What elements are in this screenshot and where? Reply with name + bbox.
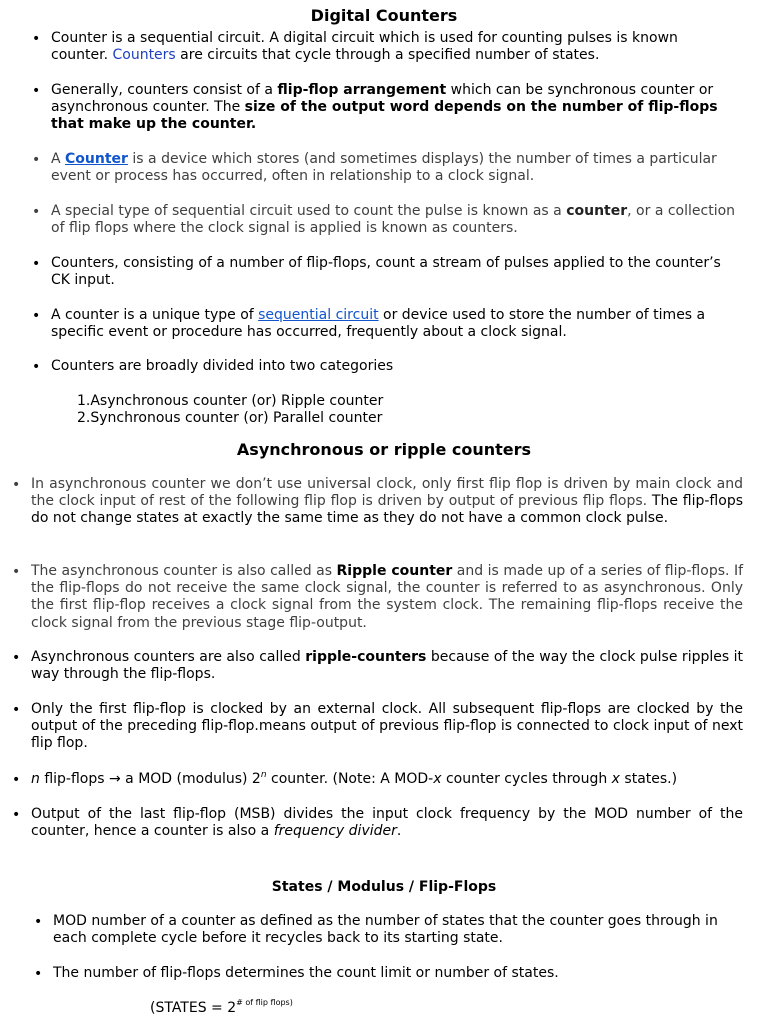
text: The asynchronous counter is also called as [31,563,337,579]
text: Output of the last flip-flop (MSB) divides the input clock frequency by the MOD number of the counter, hence a counter is also a [31,806,743,840]
bold-term: ripple-counters [305,649,427,665]
bold-term: counter [566,203,628,219]
text: The flip-flops do not change states at exactly the same time as they do not have a common clock pulse. [31,493,743,527]
bullet: • [32,359,41,375]
async-paragraph-6 [31,806,743,840]
counters-term: Counters [112,47,176,64]
superscript: # of flip flops) [236,998,293,1007]
text: counter cycles through [441,771,612,787]
bullet: • [12,807,21,823]
text: or device used to store the number of times a specific event or procedure has occurred, frequently about a clock signal. [51,307,706,341]
italic-term: frequency divider [273,823,397,840]
text: (STATES = 2 [150,1000,237,1016]
bold-term: flip-flop arrangement [277,82,447,98]
text: is a device which stores (and sometimes displays) the number of times a particular event or process has occurred, often in relationship to a clock signal. [51,151,717,185]
sequential-circuit-link[interactable]: sequential circuit [258,307,379,323]
bullet: • [32,83,41,99]
text: A counter is a unique type of [51,307,259,323]
bullet: • [12,702,21,718]
text: and is made up of a series of flip-flops. If the flip-flops do not receive the same clock signal, the counter is referred to as asynchronous. Only the first flip-flop receives a clock signal from the system clock. The remaining flip-flops receive the clock signal from the previous stage flip-output. [31,563,744,631]
intro-paragraph-2 [51,82,733,134]
bullet: • [12,772,21,788]
bullet: • [34,914,43,930]
async-paragraph-5 [31,771,743,788]
bullet: • [34,966,43,982]
italic-term: x [611,771,620,787]
intro-paragraph-1 [51,30,731,64]
intro-paragraph-4 [51,203,741,237]
intro-paragraph-6 [51,307,736,341]
text: In asynchronous counter we don’t use universal clock, only first flip flop is driven by main clock and the clock input of rest of the following flip flop is driven by output of previous flip flops. [31,476,743,510]
async-paragraph-1 [31,476,743,528]
intro-paragraph-7: Counters are broadly divided into two categories [51,358,394,374]
text: , or a collection of flip flops where the clock signal is applied is known as counters. [51,203,736,237]
text: states.) [619,771,678,787]
intro-paragraph-3 [51,151,721,185]
bullet: • [32,152,41,168]
bullet: • [32,204,41,220]
bold-term: Ripple counter [336,563,453,579]
text: counter. (Note: A MOD- [266,771,434,787]
bullet: • [32,256,41,272]
states-paragraph-2: The number of flip-flops determines the count limit or number of states. [53,965,559,981]
async-paragraph-3 [31,649,743,683]
text: A special type of sequential circuit used to count the pulse is known as a [51,203,567,219]
italic-term: n [31,771,40,787]
bullet: • [12,477,21,493]
bullet: • [32,31,41,47]
bullet: • [12,650,21,666]
text: Generally, counters consist of a [51,82,278,98]
text: A [51,151,66,167]
async-paragraph-2 [31,563,743,632]
states-paragraph-1: MOD number of a counter as defined as the number of states that the counter goes through in each complete cycle before it recycles back to its starting state. [53,913,718,947]
states-formula [150,1000,550,1017]
text: flip-flops → a MOD (modulus) 2 [39,771,261,787]
text: Asynchronous counters are also called [31,649,306,665]
states-heading: States / Modulus / Flip-Flops [271,879,497,895]
async-heading: Asynchronous or ripple counters [236,440,532,459]
intro-paragraph-5: Counters, consisting of a number of flip-flops, count a stream of pulses applied to the counter’s CK input. [51,255,721,289]
text: . [396,823,402,840]
bold-term: size of the output word depends on the number of flip-flops that make up the counter. [51,99,718,133]
text: because of the way the clock pulse ripples it way through the flip-flops. [31,649,743,683]
counter-link[interactable]: Counter [65,151,128,167]
italic-term: x [433,771,442,787]
page-title: Digital Counters [310,6,458,25]
bullet: • [12,564,21,580]
text: are circuits that cycle through a specified number of states. [175,47,600,64]
async-paragraph-4: Only the first flip-flop is clocked by an external clock. All subsequent flip-flops are clocked by the output of the preceding flip-flop.means output of previous flip-flop is connected to clock input of next flip flop. [31,701,743,752]
category-2: 2.Synchronous counter (or) Parallel counter [77,410,383,426]
text: Counter is a sequential circuit. A digital circuit which is used for counting pulses is known counter. [51,30,678,64]
category-1: 1.Asynchronous counter (or) Ripple counter [77,393,384,409]
text: which can be synchronous counter or asynchronous counter. The [51,82,714,116]
bullet: • [32,308,41,324]
superscript: n [260,770,267,780]
